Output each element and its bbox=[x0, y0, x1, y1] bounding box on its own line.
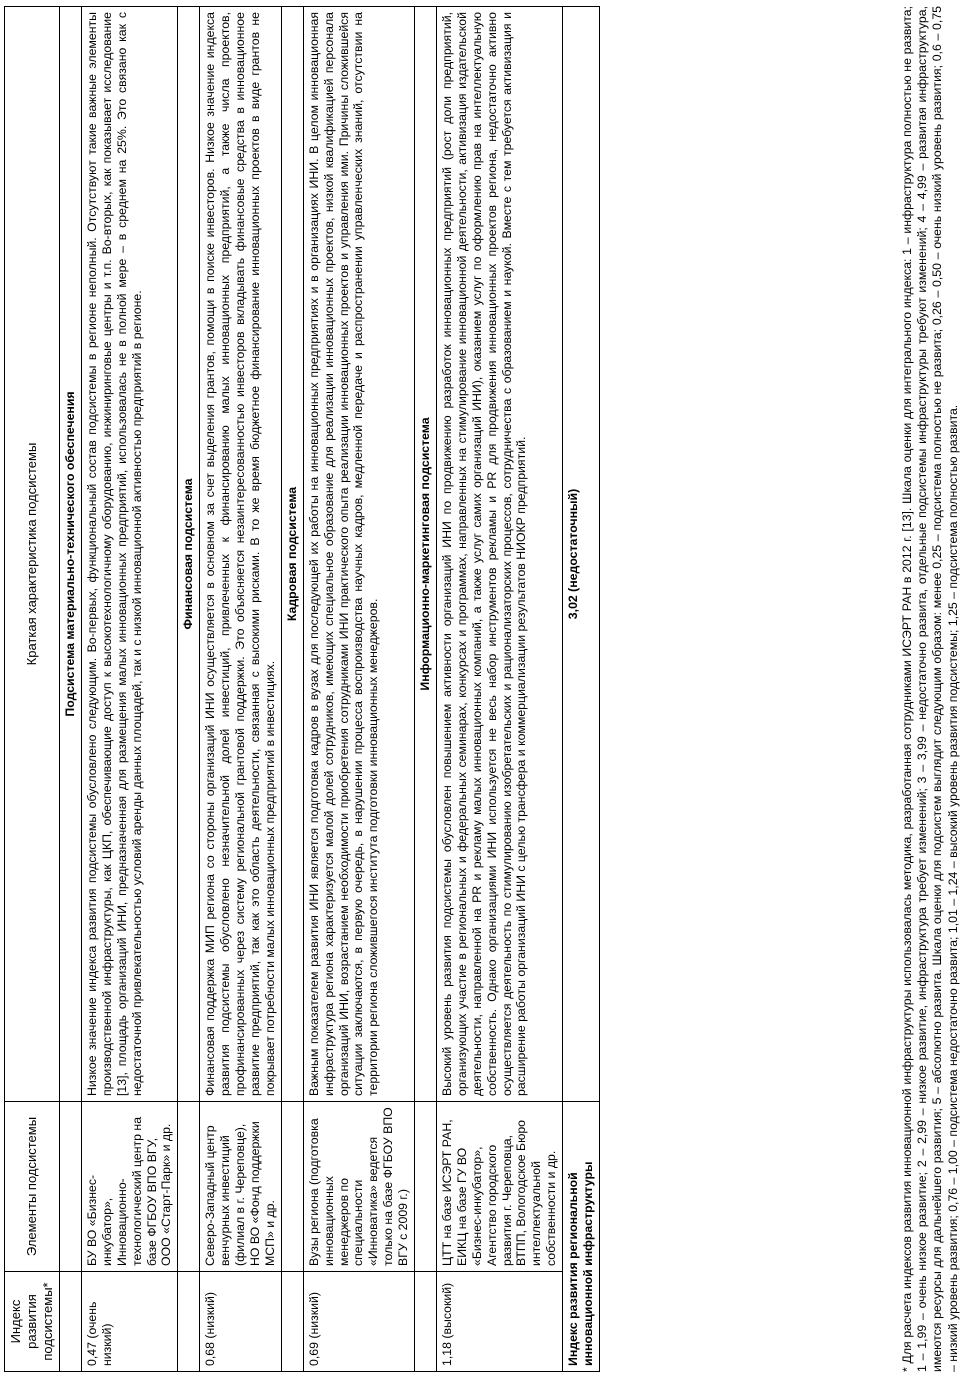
index-cell: 0,47 (очень низкий) bbox=[81, 1272, 177, 1372]
elements-cell: ЦТТ на базе ИСЭРТ РАН, ЕИКЦ на базе ГУ ВО «Бизнес-инкубатор», Агентство городского развития г. Череповца, ВТПП, Вологодское Бюро интеллектуальной собственности и др. bbox=[436, 1102, 562, 1272]
table-row bbox=[200, 7, 282, 1372]
elements-cell: БУ ВО «Бизнес-инкубатор», Инновационно-технологический центр на базе ФГБОУ ВПО ВГУ, ООО «Старт-Парк» и др. bbox=[81, 1102, 177, 1272]
header-description: Краткая характеристика подсистемы bbox=[5, 7, 60, 1102]
section-title-row bbox=[178, 7, 200, 1372]
subsystems-table bbox=[4, 6, 600, 1372]
description-cell: Финансовая поддержка МИП региона со стороны организаций ИНИ осуществляется в основном за счет выделения грантов, помощи в поиске инвесторов. Низкое значение индекса развития подсистемы обусловлено незначительной долей инвестиций, привлеченных к финансированию малых инновационных предприятий, а также числа проектов, профинансированных через систему региональной грантовой поддержки. Это объясняется незаинтересованностью инвесторов вкладывать финансовые средства в инновационное развитие предприятий, так как это область деятельности, связанная с высокими рисками. В то же время бюджетное финансирование инновационных проектов в виде грантов не покрывает потребности малых инновационных предприятий в инвестициях. bbox=[200, 7, 282, 1102]
table-row bbox=[303, 7, 414, 1372]
header-index: Индекс развития подсистемы* bbox=[5, 1272, 60, 1372]
section-title-row bbox=[281, 7, 303, 1372]
section-title: Информационно-маркетинговая подсистема bbox=[415, 7, 437, 1102]
elements-cell: Северо-Западный центр венчурных инвестиций (филиал в г. Череповце), НО ВО «Фонд поддержки МСП» и др. bbox=[200, 1102, 282, 1272]
description-cell: Низкое значение индекса развития подсистемы обусловлено следующим. Во-первых, функциональный состав подсистемы в регионе неполный. Отсутствуют такие важные элементы производственной инфраструктуры, как ЦКП, обеспечивающие доступ к высокотехнологичному оборудованию, инжиниринговые центры и т.п. Во-вторых, как показывает исследование [13], площадь организаций ИНИ, предназначенная для размещения малых инновационных предприятий, использовалась не в полной мере – в среднем на 25%. Это связано как с недостаточной привлекательностью условий аренды данных площадей, так и с низкой инновационной активностью предприятий в регионе. bbox=[81, 7, 177, 1102]
description-cell: Важным показателем развития ИНИ является подготовка кадров в вузах для последующей их работы на инновационных предприятиях и в организациях ИНИ. В целом инновационная инфраструктура региона характеризуется малой долей сотрудников, имеющих специальное образование для реализации инновационных проектов, низкой квалификацией персонала организаций ИНИ, возрастанием необходимости приобретения сотрудниками ИНИ практического опыта реализации инновационных проектов и управления ими. Причины сложившейся ситуации заключаются, в первую очередь, в нарушении процесса воспроизводства научных кадров, медленной передаче и распространении управленческих знаний, отсутствии на территории региона сложившегося института подготовки инновационных менеджеров. bbox=[303, 7, 414, 1102]
elements-cell: Вузы региона (подготовка инновационных менеджеров по специальности «Инноватика» ведется только на базе ФГБОУ ВПО ВГУ с 2009 г.) bbox=[303, 1102, 414, 1272]
header-elements: Элементы подсистемы bbox=[5, 1102, 60, 1272]
index-cell: 0,69 (низкий) bbox=[303, 1272, 414, 1372]
index-cell: 0,68 (низкий) bbox=[200, 1272, 282, 1372]
index-cell: 1,18 (высокий) bbox=[436, 1272, 562, 1372]
total-label: Индекс развития региональной инновационной инфраструктуры bbox=[563, 1102, 600, 1372]
table-row bbox=[436, 7, 562, 1372]
table-row bbox=[81, 7, 177, 1372]
total-value: 3,02 (недостаточный) bbox=[563, 7, 600, 1102]
total-row bbox=[563, 7, 600, 1372]
section-title: Финансовая подсистема bbox=[178, 7, 200, 1102]
section-title-row bbox=[415, 7, 437, 1372]
footnote: * Для расчета индексов развития инновационной инфраструктуры использовалась методика, разработанная сотрудниками ИСЭРТ РАН в 2012 г. [13]. Шкала оценки для интегрального индекса: 1 – инфраструктура полностью не развита; 1 – 1,99 – очень низкое развитие; 2 – 2,99 – низкое развитие, инфраструктура требует изменений; 3 – 3,99 – недостаточно развита, отдельные подсистемы инфраструктуры требуют изменений; 4 – 4,99 – развитая инфраструктура, имеются ресурсы для дальнейшего развития; 5 – абсолютно развита. Шкала оценки для подсистем выглядит следующим образом: менее 0,25 – подсистема полностью не развита; 0,26 – 0,50 – очень низкий уровень развития; 0,6 – 0,75 – низкий уровень развития; 0,76 – 1,00 – подсистема недостаточно развита; 1,01 – 1,24 – высокий уровень развития подсистемы; 1,25 – подсистема полностью развита. bbox=[900, 6, 960, 1372]
section-title: Подсистема материально-технического обеспечения bbox=[60, 7, 82, 1102]
table-header-row bbox=[5, 7, 60, 1372]
section-title: Кадровая подсистема bbox=[281, 7, 303, 1102]
section-title-row bbox=[60, 7, 82, 1372]
description-cell: Высокий уровень развития подсистемы обусловлен повышением активности организаций ИНИ по продвижению разработок инновационных предприятий (рост доли предприятий, организующих участие в региональных и федеральных семинарах, конкурсах и программах, направленных на стимулирование инновационной деятельности, активизация издательской деятельности, направленной на PR и рекламу малых инновационных компаний, а также услуг самих организаций ИНИ), оказанием услуг по оформлению прав на интеллектуальную собственность. Однако организациями ИНИ используется не весь набор инструментов рекламы и PR для продвижения инновационных проектов региона, недостаточно активно осуществляется деятельность по стимулированию изобретательских и рационализаторских процессов, сотрудничества с образованием и наукой. Вместе с тем требуется активизация и расширение работы организаций ИНИ с целью трансфера и коммерциализации результатов НИОКР предприятий. bbox=[436, 7, 562, 1102]
